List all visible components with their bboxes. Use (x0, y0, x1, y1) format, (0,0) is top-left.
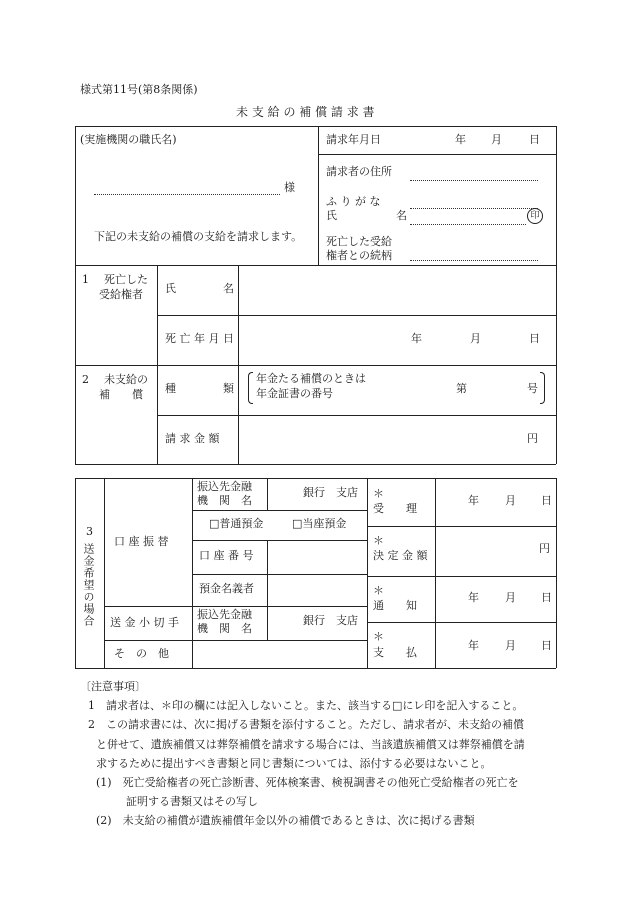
requester-name-line[interactable] (410, 224, 526, 225)
relation-line[interactable] (410, 260, 538, 261)
request-text: 下記の未支給の補償の支給を請求します。 (94, 230, 303, 243)
notify-day: 日 (541, 591, 552, 604)
payment-month: 月 (505, 639, 516, 652)
section3-vertical-label: 送金希望の場合 (82, 543, 95, 627)
section1-label-line1: 死亡した (104, 273, 148, 286)
pension-bracket-left (248, 372, 253, 404)
request-date-year: 年 (455, 133, 466, 146)
name-label-mei: 名 (396, 209, 407, 222)
note-line-5: (1) 死亡受給権者の死亡診断書、死体検案書、検視調書その他死亡受給権者の死亡を (96, 776, 519, 789)
section2-label-line1: 未支給の (104, 373, 148, 386)
request-date-day: 日 (529, 133, 540, 146)
deceased-name-label-shi: 氏 (165, 282, 176, 295)
section1-number: 1 (82, 273, 89, 286)
type-label-shu: 種 (165, 382, 176, 395)
section2-number: 2 (82, 373, 89, 386)
bank-label-line2: 機 関 名 (197, 494, 252, 507)
accept-label: 受 理 (373, 502, 417, 515)
pension-dai: 第 (456, 382, 467, 395)
section2-label-line2: 補 償 (99, 388, 143, 401)
death-date-day: 日 (529, 332, 540, 345)
payment-label: 支 払 (373, 646, 417, 659)
notify-year: 年 (468, 591, 479, 604)
bank-label-line1: 振込先金融 (197, 480, 252, 493)
form-title: 未 支 給 の 補 償 請 求 書 (236, 105, 375, 119)
deceased-name-label-mei: 名 (223, 282, 234, 295)
pension-line2: 年金証書の番号 (256, 387, 333, 400)
amount-label: 請 求 金 額 (165, 432, 220, 445)
note-line-2: 2 この請求書には、次に掲げる書類を添付すること。ただし、請求者が、未支給の補償 (88, 718, 524, 731)
pension-bracket-right (540, 372, 545, 404)
bank-label2-line1: 振込先金融 (197, 608, 252, 621)
other-label: そ の 他 (114, 647, 169, 660)
seal-mark: 印 (527, 208, 543, 224)
agency-label: (実施機関の職氏名) (80, 133, 177, 146)
payment-day: 日 (541, 639, 552, 652)
bank-branch-2[interactable]: 銀行 支店 (303, 614, 358, 627)
agency-name-line[interactable] (94, 194, 280, 195)
note-line-3: と併せて、遺族補償又は葬祭補償を請求する場合には、当該遺族補償又は葬祭補償を請 (96, 738, 525, 751)
decision-star: ＊ (373, 534, 384, 547)
amount-yen: 円 (527, 432, 538, 445)
account-holder-label: 預金名義者 (199, 582, 254, 595)
note-line-1: 1 請求者は、＊印の欄には記入しないこと。また、該当する□にレ印を記入すること。 (88, 699, 524, 712)
type-label-rui: 類 (223, 382, 234, 395)
accept-star: ＊ (373, 487, 384, 500)
notify-star: ＊ (373, 584, 384, 597)
payment-year: 年 (468, 639, 479, 652)
section3-number: 3 (86, 525, 93, 538)
pension-line1: 年金たる補償のときは (256, 372, 366, 385)
relation-label-line2: 権者との続柄 (326, 249, 392, 262)
address-line[interactable] (410, 180, 538, 181)
accept-year: 年 (468, 494, 479, 507)
address-label: 請求者の住所 (326, 165, 392, 178)
accept-month: 月 (505, 494, 516, 507)
note-line-4: 求するために提出すべき書類と同じ書類については、添付する必要はないこと。 (96, 757, 492, 770)
section1-label-line2: 受給権者 (99, 288, 143, 301)
form-number: 様式第11号(第8条関係) (80, 83, 198, 96)
deposit-current-checkbox[interactable]: □当座預金 (292, 517, 347, 530)
accept-day: 日 (541, 494, 552, 507)
request-date-label: 請求年月日 (326, 133, 381, 146)
death-date-label: 死 亡 年 月 日 (165, 332, 234, 345)
note-line-6: 証明する書類又はその写し (126, 795, 258, 808)
furigana-line[interactable] (410, 208, 538, 209)
bank-label2-line2: 機 関 名 (197, 622, 252, 635)
payment-star: ＊ (373, 630, 384, 643)
request-date-month: 月 (491, 133, 502, 146)
note-line-7: (2) 未支給の補償が遺族補償年金以外の補償であるときは、次に掲げる書類 (96, 814, 475, 827)
notify-label: 通 知 (373, 599, 417, 612)
notes-heading: 〔注意事項〕 (80, 680, 146, 693)
decision-amount-label: 決 定 金 額 (373, 549, 428, 562)
account-transfer-label: 口 座 振 替 (114, 535, 169, 548)
account-number-label: 口 座 番 号 (199, 549, 254, 562)
death-date-month: 月 (470, 332, 481, 345)
death-date-year: 年 (411, 332, 422, 345)
relation-label-line1: 死亡した受給 (326, 235, 392, 248)
remit-check-label: 送 金 小 切 手 (110, 616, 179, 629)
furigana-label: ふ り が な (326, 195, 381, 208)
bank-branch-1[interactable]: 銀行 支店 (303, 486, 358, 499)
name-label-shi: 氏 (326, 209, 337, 222)
notify-month: 月 (505, 591, 516, 604)
deposit-ordinary-checkbox[interactable]: □普通預金 (209, 517, 264, 530)
decision-yen: 円 (539, 542, 550, 555)
pension-go: 号 (527, 382, 538, 395)
sama-label: 様 (284, 181, 295, 194)
